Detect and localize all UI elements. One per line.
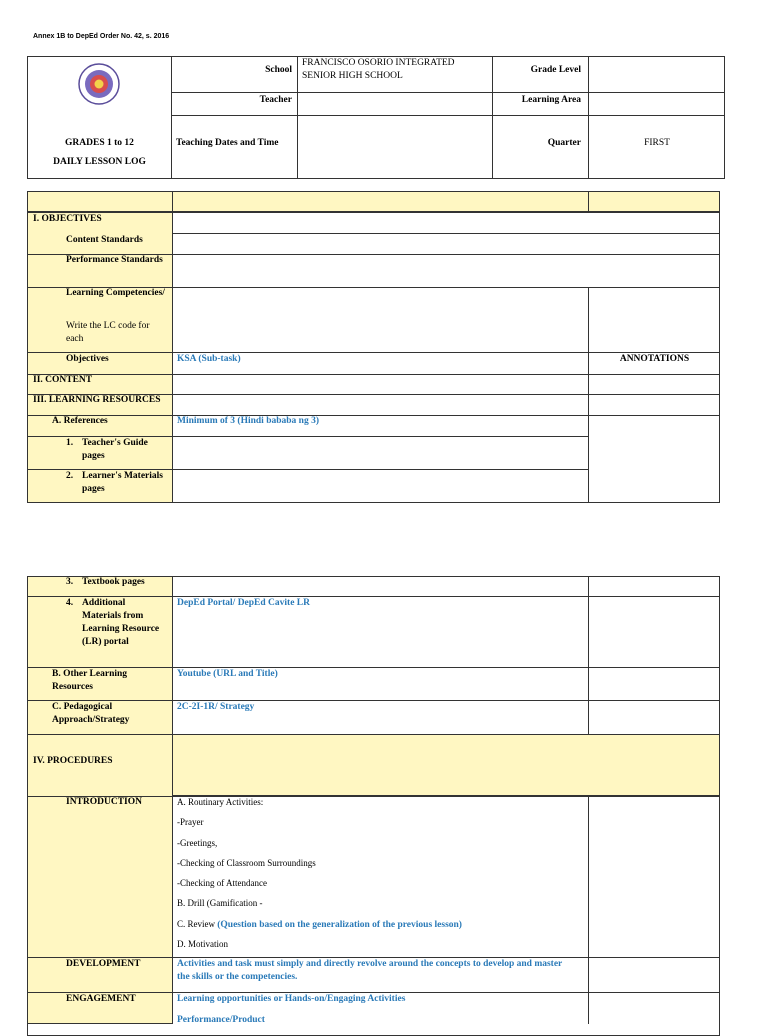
learners-materials-label: Learner's Materials pages: [82, 471, 163, 494]
intro-item: -Checking of Attendance: [177, 878, 267, 889]
strategy-note: 2C-2I-1R/ Strategy: [177, 702, 255, 712]
annotations-heading: ANNOTATIONS: [619, 354, 690, 364]
teaching-dates-label: Teaching Dates and Time: [176, 138, 279, 148]
pedagogical-approach-label: C. Pedagogical Approach/Strategy: [52, 702, 130, 725]
learning-area-label: Learning Area: [521, 95, 581, 105]
intro-item: B. Drill (Gamification -: [177, 898, 263, 909]
performance-standards-label: Performance Standards: [66, 255, 163, 265]
teachers-guide-label: Teacher's Guide pages: [82, 438, 148, 461]
objectives-label: Objectives: [66, 354, 109, 364]
additional-number: 4.: [66, 598, 74, 608]
ksa-note: KSA (Sub-task): [177, 354, 241, 364]
introduction-activities: [177, 796, 585, 958]
engagement-product-note: Performance/Product: [177, 1015, 265, 1025]
teacher-label: Teacher: [259, 95, 292, 105]
learning-resources-heading: III. LEARNING RESOURCES: [33, 395, 161, 405]
dll-title-line1: GRADES 1 to 12: [65, 138, 134, 148]
school-value[interactable]: FRANCISCO OSORIO INTEGRATED SENIOR HIGH SCHOOL: [302, 58, 455, 81]
deped-seal-icon: [78, 63, 120, 105]
quarter-value[interactable]: FIRST: [644, 138, 670, 148]
intro-item: -Checking of Classroom Surroundings: [177, 857, 316, 868]
objectives-heading: I. OBJECTIVES: [33, 214, 102, 224]
introduction-label: INTRODUCTION: [66, 797, 143, 807]
lm-number: 2.: [66, 471, 74, 481]
school-label: School: [265, 65, 292, 75]
intro-item: -Greetings,: [177, 837, 218, 848]
references-label: A. References: [52, 416, 108, 426]
annex-note: Annex 1B to DepEd Order No. 42, s. 2016: [33, 33, 170, 40]
development-label: DEVELOPMENT: [66, 959, 141, 969]
additional-materials-label: Additional Materials from Learning Resource (LR) portal: [82, 598, 160, 647]
procedures-heading: IV. PROCEDURES: [33, 756, 113, 766]
grade-level-label: Grade Level: [530, 65, 581, 75]
deped-portal-note: DepEd Portal/ DepEd Cavite LR: [177, 598, 310, 608]
intro-item: A. Routinary Activities:: [177, 797, 264, 807]
textbook-pages-label: Textbook pages: [82, 577, 145, 587]
intro-item: D. Motivation: [177, 939, 228, 950]
dll-title-line2: DAILY LESSON LOG: [53, 157, 146, 167]
engagement-note: Learning opportunities or Hands-on/Engaging Activities: [177, 994, 406, 1004]
learning-competencies-label: Learning Competencies/: [66, 288, 165, 298]
intro-item: -Prayer: [177, 817, 204, 828]
review-note: (Question based on the generalization of the previous lesson): [217, 919, 462, 930]
intro-review-row: [177, 918, 585, 938]
content-standards-label: Content Standards: [66, 235, 143, 245]
content-heading: II. CONTENT: [33, 375, 93, 385]
youtube-note: Youtube (URL and Title): [177, 669, 278, 679]
intro-item: C. Review: [177, 918, 218, 929]
tg-number: 1.: [66, 438, 74, 448]
development-note: Activities and task must simply and directly revolve around the concepts to develop and master the skills or the competencies.: [177, 959, 563, 982]
other-resources-label: B. Other Learning Resources: [52, 669, 128, 692]
minimum-note: Minimum of 3 (Hindi bababa ng 3): [177, 416, 319, 426]
engagement-label: ENGAGEMENT: [66, 994, 136, 1004]
textbook-number: 3.: [66, 577, 74, 587]
lc-code-note: Write the LC code for each: [66, 321, 150, 344]
quarter-label: Quarter: [547, 138, 581, 148]
